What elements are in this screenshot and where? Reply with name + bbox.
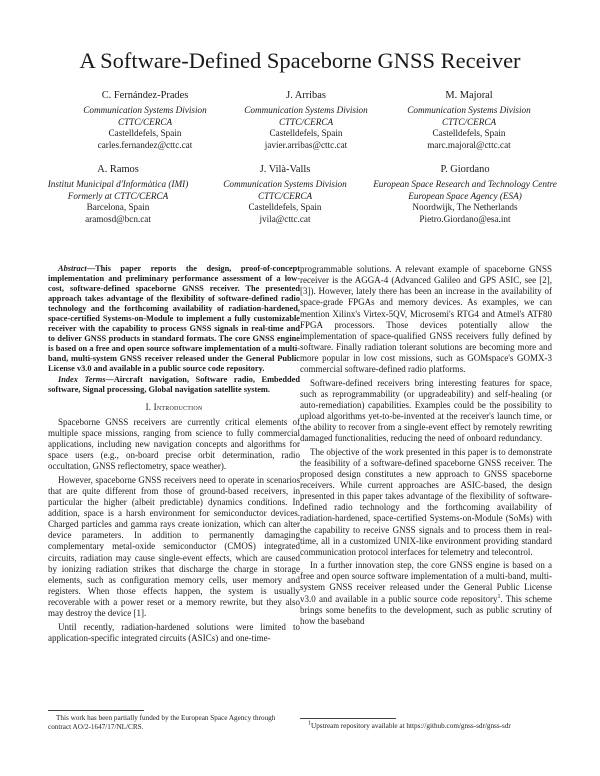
author-email[interactable]: Pietro.Giordano@esa.int <box>419 213 511 224</box>
index-terms-lead: Index Terms <box>58 374 106 384</box>
author-name: J. Vilà-Valls <box>259 164 311 175</box>
author-location: Barcelona, Spain <box>86 202 150 213</box>
paragraph-text: In a further innovation step, the core GNSS engine is based on a free and open source software implementation of a multi-band, multi-system GNSS receiver released under the General Public License v3.0 and available in a public source code repository <box>300 560 552 604</box>
author-block <box>350 164 580 225</box>
repository-footnote-text[interactable]: Upstream repository available at https://github.com/gnss-sdr/gnss-sdr <box>311 722 511 730</box>
author-email[interactable]: aramosd@bcn.cat <box>85 213 151 224</box>
author-name: P. Giordano <box>440 164 490 175</box>
author-block <box>18 164 218 225</box>
author-location: Castelldefels, Spain <box>269 128 343 139</box>
footnote-rule <box>48 710 144 711</box>
author-location: Noordwijk, The Netherlands <box>412 202 518 213</box>
author-location: Castelldefels, Spain <box>108 128 182 139</box>
paragraph <box>300 560 552 627</box>
author-affiliation: European Space Agency (ESA) <box>408 190 522 201</box>
author-affiliation: Communication Systems Division <box>83 105 207 115</box>
paragraph: programmable solutions. A relevant example of spaceborne GNSS receiver is the AGGA-4 (Advanced Galileo and GPS ASIC, see [2], [3]). However, lately there has been an increase in the availability of space-grade FPGAs and memory devices. As examples, we can mention Xilinx's Virtex-5QV, Microsemi's RTG4 and Atmel's ATF80 FPGA processors. Those devices potentially allow the implementation of space-qualified GNSS receivers fully defined by software. Finally radiation tolerant solutions are becoming more and more popular in low cost missions, such as GOMspace's GOMX-3 commercial software-defined radio platforms. <box>300 264 552 375</box>
left-footnote <box>48 704 300 732</box>
paragraph-text-tail: . This scheme brings some benefits to the development, such as public scrutiny of how the baseband <box>300 593 553 626</box>
paper-title: A Software-Defined Spaceborne GNSS Receiver <box>79 48 521 73</box>
abstract-lead: Abstract <box>58 264 87 273</box>
footnote-number: 1 <box>308 720 311 727</box>
abstract-text: —This paper reports the design, proof-of-concept implementation and preliminary performance assessment of a low-cost, software-defined spaceborne GNSS receiver. The presented approach takes advantage of the flexibility of software-defined radio technology and the forthcoming availability of radiation-hardened, space-certified Systems-on-Module to implement a fully customizable receiver with the capability to process GNSS signals in real-time and to deliver GNSS products in standard formats. The core GNSS engine is based on a free and open source software implementation of a multi-band, multi-system GNSS receiver released under the General Public License v3.0 and available in a public source code repository. <box>48 264 300 374</box>
author-location: Castelldefels, Spain <box>432 128 506 139</box>
footnote-rule <box>300 718 396 719</box>
index-terms-text: —Aircraft navigation, Software radio, Embedded software, Signal processing, Global navigation satellite system. <box>48 374 300 394</box>
author-block <box>384 90 554 151</box>
author-affiliation: CTTC/CERCA <box>257 190 313 201</box>
author-email[interactable]: marc.majoral@cttc.cat <box>427 139 511 150</box>
right-footnote <box>300 712 552 731</box>
paragraph: Spaceborne GNSS receivers are currently critical elements of multiple space missions, ranging from science to fully commercial applications, including new navigation concepts and algorithms for space users (e.g., on-board precise orbit determination, radio occultation, GNSS reflectometry, space weather). <box>48 416 300 472</box>
author-location: Castelldefels, Spain <box>248 202 322 213</box>
author-affiliation: CTTC/CERCA <box>441 116 497 127</box>
left-column <box>48 264 300 646</box>
author-affiliation: Institut Municipal d'Informàtica (IMI) <box>47 179 189 189</box>
index-terms <box>48 375 300 395</box>
author-affiliation: Communication Systems Division <box>407 105 531 115</box>
author-block <box>200 164 370 225</box>
author-affiliation: European Space Research and Technology Centre <box>373 179 557 189</box>
right-column <box>300 264 552 629</box>
author-name: J. Arribas <box>286 90 326 101</box>
paragraph: Software-defined receivers bring interesting features for space, such as reprogrammability (or upgradeability) and self-healing (or auto-remediation) capabilities. Examples could be the possibility to upload algorithms yet-to-be-invented at the receiver's launch time, or the ability to recover from a single-event effect by remotely rewriting damaged functionalities, reducing the need of onboard redundancy. <box>300 377 552 444</box>
funding-footnote: This work has been partially funded by the European Space Agency through contract AO/2-1647/17/NL/CRS. <box>48 714 276 731</box>
author-email[interactable]: jvila@cttc.cat <box>259 213 311 224</box>
author-email[interactable]: carles.fernandez@cttc.cat <box>97 139 193 150</box>
author-name: M. Majoral <box>445 90 493 101</box>
author-affiliation: Formerly at CTTC/CERCA <box>67 190 169 201</box>
paragraph: Until recently, radiation-hardened solutions were limited to application-specific integrated circuits (ASICs) and one-time- <box>48 621 300 643</box>
author-affiliation: Communication Systems Division <box>223 179 347 189</box>
author-name: C. Fernández-Prades <box>101 90 189 101</box>
author-block <box>60 90 230 151</box>
section-heading: I. Introduction <box>145 401 203 412</box>
repository-footnote <box>300 722 552 731</box>
author-block <box>221 90 391 151</box>
author-email[interactable]: javier.arribas@cttc.cat <box>264 139 348 150</box>
author-affiliation: Communication Systems Division <box>244 105 368 115</box>
footnote-marker[interactable]: 1 <box>497 593 501 600</box>
abstract <box>48 264 300 375</box>
paragraph: The objective of the work presented in this paper is to demonstrate the feasibility of a software-defined spaceborne GNSS receiver. The proposed design constitutes a new approach to GNSS spaceborne receivers. While current approaches are ASIC-based, the design presented in this paper takes advantage of the flexibility of software-defined radio technology and the forthcoming availability of radiation-hardened, space-certified Systems-on-Module (SoMs) with the capability to receive GNSS signals and to process them in real-time, all in a customized UNIX-like environment providing standard communication protocol interfaces for telemetry and telecontrol. <box>300 446 552 557</box>
author-affiliation: CTTC/CERCA <box>278 116 334 127</box>
paragraph: However, spaceborne GNSS receivers need to operate in scenarios that are quite different from those of ground-based receivers, in particular the higher (albeit predictable) dynamics conditions. In addition, space is a harsh environment for semiconductor devices. Charged particles and gamma rays create ionization, which can alter device parameters. In addition to permanently damaging complementary metal-oxide semiconductor (CMOS) integrated circuits, radiation may cause single-event effects, which are caused by ionizing radiation strikes that discharge the charge in storage elements, such as configuration memory cells, user memory and registers. When those effects happen, the system is usually recoverable with a power reset or a memory rewrite, but they also may destroy the device [1]. <box>48 474 300 619</box>
author-name: A. Ramos <box>97 164 139 175</box>
author-affiliation: CTTC/CERCA <box>117 116 173 127</box>
